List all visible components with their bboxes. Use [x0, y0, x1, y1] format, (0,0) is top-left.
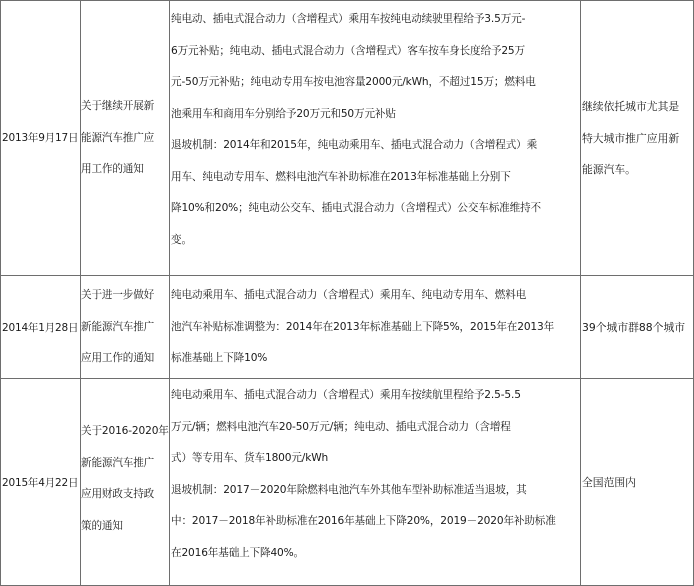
table-row-scope	[582, 475, 693, 490]
content-line: 纯电动、插电式混合动力（含增程式）乘用车按纯电动续驶里程给予3.5万元-	[171, 13, 526, 25]
policy-line: 应用工作的通知	[81, 352, 155, 364]
policy-line: 能源汽车推广应	[81, 131, 155, 144]
content-line: 6万元补贴；纯电动、插电式混合动力（含增程式）客车按车身长度给予25万	[171, 44, 525, 57]
table-row-content	[171, 380, 580, 569]
scope-line: 继续依托城市尤其是	[582, 100, 680, 113]
scope-line: 特大城市推广应用新	[582, 131, 680, 145]
table-row-date	[2, 320, 80, 335]
content-line: 池汽车补贴标准调整为：2014年在2013年标准基础上下降5%，2015年在2013年	[171, 320, 555, 333]
content-line: 万元/辆；燃料电池汽车20-50万元/辆；纯电动、插电式混合动力（含增程	[171, 420, 511, 433]
content-line: 退坡机制：2017－2020年除燃料电池汽车外其他车型补助标准适当退坡，其	[171, 483, 527, 496]
content-line: 池乘用车和商用车分别给予20万元和50万元补贴	[171, 107, 396, 120]
content-line: 标准基础上下降10%	[171, 352, 268, 364]
content-line: 退坡机制：2014年和2015年，纯电动乘用车、插电式混合动力（含增程式）乘	[171, 139, 538, 151]
table-row-date	[2, 475, 80, 490]
content-line: 元-50万元补贴；纯电动专用车按电池容量2000元/kWh，不超过15万；燃料电	[171, 76, 536, 88]
content-line: 纯电动乘用车、插电式混合动力（含增程式）乘用车、纯电动专用车、燃料电	[171, 289, 527, 301]
policy-line: 策的通知	[81, 519, 123, 532]
date-text: 2015年4月22日	[2, 477, 79, 489]
column-border	[0, 0, 1, 586]
scope-line: 能源汽车。	[582, 163, 636, 176]
table-row-policy	[81, 280, 169, 375]
content-line: 变。	[171, 233, 192, 246]
policy-line: 关于继续开展新	[81, 100, 155, 112]
table-row-date	[2, 130, 80, 145]
policy-line: 用工作的通知	[81, 163, 144, 175]
table-row-content	[171, 280, 580, 375]
row-border	[0, 378, 694, 379]
policy-line: 新能源汽车推广	[81, 456, 155, 469]
table-row-scope	[582, 91, 693, 186]
policy-line: 应用财政支持政	[81, 488, 155, 500]
date-text: 2014年1月28日	[2, 322, 79, 334]
content-line: 中：2017－2018年补助标准在2016年基础上下降20%，2019－2020年补助标准	[171, 515, 556, 527]
date-text: 2013年9月17日	[2, 132, 79, 144]
table-row-content	[171, 4, 580, 256]
policy-line: 关于进一步做好	[81, 289, 155, 301]
content-line: 在2016年基础上下降40%。	[171, 546, 305, 559]
content-line: 式）等专用车、货车1800元/kWh	[171, 452, 329, 464]
table-row-scope	[582, 320, 693, 335]
content-line: 用车、纯电动专用车、燃料电池汽车补助标准在2013年标准基础上分别下	[171, 170, 511, 183]
column-border	[169, 0, 170, 586]
policy-line: 关于2016-2020年	[81, 425, 169, 437]
table-row-policy	[81, 91, 169, 186]
scope-line: 39个城市群88个城市	[582, 321, 686, 334]
table-row-policy	[81, 416, 169, 542]
scope-line: 全国范围内	[582, 476, 636, 489]
row-border	[0, 0, 694, 1]
column-border	[580, 0, 581, 586]
policy-line: 新能源汽车推广	[81, 320, 155, 333]
content-line: 降10%和20%；纯电动公交车、插电式混合动力（含增程式）公交车标准维持不	[171, 202, 541, 214]
row-border	[0, 275, 694, 276]
content-line: 纯电动乘用车、插电式混合动力（含增程式）乘用车按续航里程给予2.5-5.5	[171, 389, 521, 401]
